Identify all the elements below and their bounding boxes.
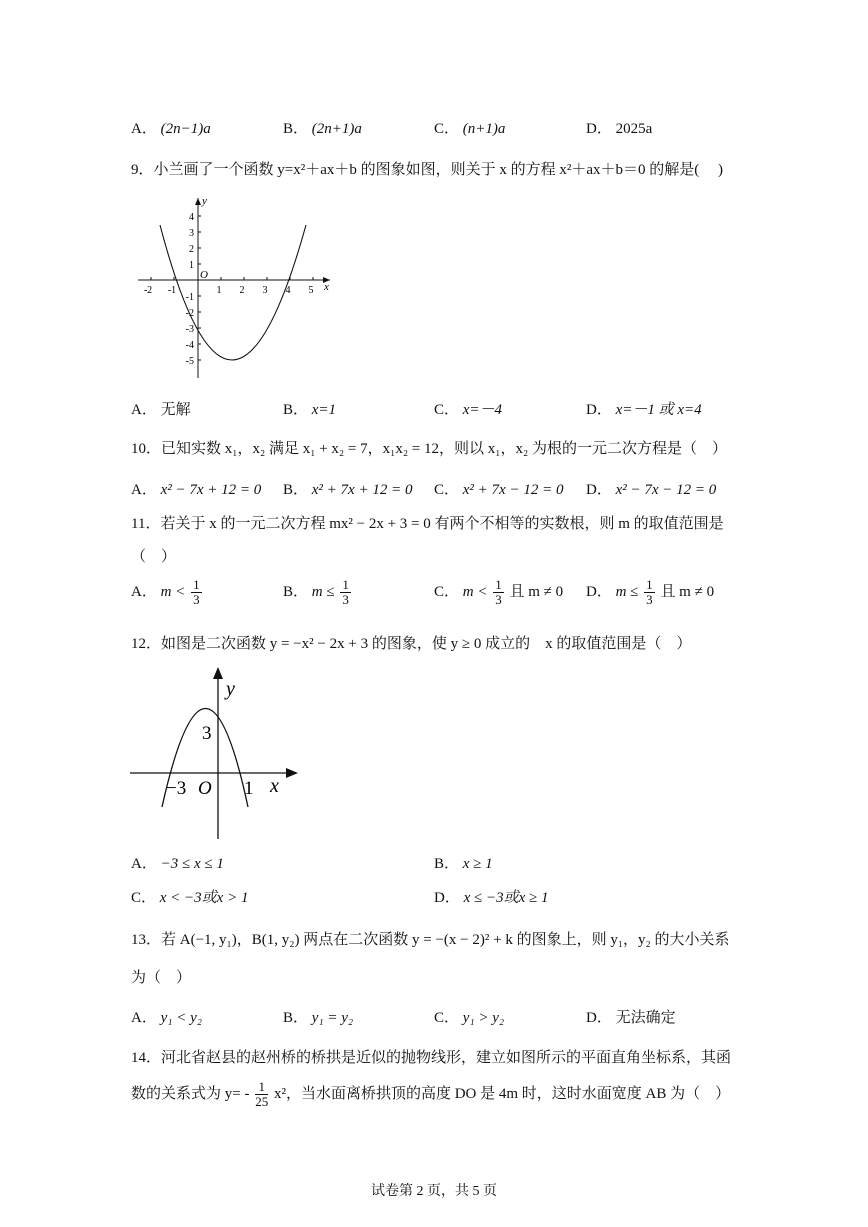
q11-option-d: D． m ≤ $\frac{1}{3}$ 且 m ≠ 0	[586, 577, 715, 607]
q11-option-c: C． m < $\frac{1}{3}$ 且 m ≠ 0	[434, 577, 564, 607]
q12-right-root-label: 1	[244, 778, 254, 799]
q9-graph	[130, 190, 340, 385]
q12-option-d: D． x ≤ −3或x ≥ 1	[434, 890, 549, 906]
q12-left-root-label: −3	[166, 778, 187, 799]
q9-y-tick: 2	[189, 244, 194, 255]
q14-stem: 14．河北省赵县的赵州桥的桥拱是近似的抛物线形，建立如图所示的平面直角坐标系，其函	[131, 1050, 732, 1066]
q12-y-label: y	[226, 678, 235, 700]
q9-option-a: A． 无解	[131, 402, 191, 418]
q9-x-tick: 3	[262, 285, 268, 296]
q10-option-d: D． x² − 7x − 12 = 0	[586, 482, 717, 498]
q9-y-tick: -4	[185, 340, 194, 351]
q9-x-tick: 1	[216, 285, 222, 296]
q12-origin-label: O	[198, 778, 212, 799]
q13-stem: 13．若 A(−1, y₁)，B(1, y₂) 两点在二次函数 y = −(x − 2)² + k 的图象上，则 y₁，y₂ 的大小关系	[131, 932, 730, 948]
q9-y-tick: 4	[189, 212, 194, 223]
q12-option-a: A． −3 ≤ x ≤ 1	[131, 856, 224, 872]
q13-option-a: A． y₁ < y₂	[131, 1010, 202, 1026]
q13-option-c: C． y₁ > y₂	[434, 1010, 505, 1026]
q14-stem-cont: 数的关系式为 y= - $\frac{1}{25}$ x²，当水面离桥拱顶的高度 DO 是 4m 时，这时水面宽度 AB 为（ ）	[131, 1079, 731, 1109]
q12-option-b: B． x ≥ 1	[434, 856, 493, 872]
q9-origin-label: O	[200, 269, 208, 281]
q12-graph	[128, 665, 303, 843]
q8-option-a: A． (2n−1)a	[131, 121, 211, 137]
q9-option-d: D． x=－1 或 x=4	[586, 402, 702, 418]
q9-x-tick: 5	[308, 285, 314, 296]
q10-stem: 10．已知实数 x₁，x₂ 满足 x₁ + x₂ = 7，x₁x₂ = 12，则以 x₁，x₂ 为根的一元二次方程是（ ）	[131, 441, 727, 457]
q11-stem: 11．若关于 x 的一元二次方程 mx² − 2x + 3 = 0 有两个不相等的实数根，则 m 的取值范围是	[131, 516, 724, 532]
q9-x-tick: 4	[285, 285, 291, 296]
q9-x-tick: -2	[143, 285, 153, 296]
q13-stem-cont: 为（ ）	[131, 970, 192, 986]
q9-option-c: C． x=－4	[434, 402, 503, 418]
q9-parabola-curve	[160, 225, 306, 360]
q10-option-a: A． x² − 7x + 12 = 0	[131, 482, 262, 498]
q13-option-d: D． 无法确定	[586, 1010, 676, 1026]
q11-stem-cont: （ ）	[131, 549, 177, 565]
q9-stem: 9．小兰画了一个函数 y=x²＋ax＋b 的图象如图，则关于 x 的方程 x²＋ax＋b＝0 的解是( )	[131, 162, 724, 178]
q13-option-b: B． y₁ = y₂	[283, 1010, 354, 1026]
q9-y-tick: -2	[185, 308, 194, 319]
q9-x-tick: -1	[167, 285, 177, 296]
q12-stem: 12．如图是二次函数 y = −x² − 2x + 3 的图象，使 y ≥ 0 成立的 x 的取值范围是（ ）	[131, 636, 692, 652]
q9-y-tick: 1	[189, 260, 194, 271]
q9-y-tick: 3	[189, 228, 194, 239]
q9-y-tick: -3	[185, 324, 194, 335]
q11-option-a: A． m < $\frac{1}{3}$	[131, 577, 200, 607]
q8-option-d: D． 2025a	[586, 121, 653, 137]
q9-x-tick: 2	[239, 285, 245, 296]
q12-y-intercept-label: 3	[202, 723, 212, 744]
q9-option-b: B． x=1	[283, 402, 337, 418]
q9-x-axis-label: x	[324, 281, 329, 293]
q12-x-label: x	[270, 775, 279, 797]
q12-option-c: C． x < −3或x > 1	[131, 890, 249, 906]
q10-option-b: B． x² + 7x + 12 = 0	[283, 482, 413, 498]
q8-option-c: C． (n+1)a	[434, 121, 506, 137]
q11-option-b: B． m ≤ $\frac{1}{3}$	[283, 577, 349, 607]
q9-y-tick: -1	[185, 292, 194, 303]
q9-y-axis-label: y	[202, 195, 207, 207]
q8-option-b: B． (2n+1)a	[283, 121, 362, 137]
q10-option-c: C． x² + 7x − 12 = 0	[434, 482, 564, 498]
page-footer: 试卷第 2 页，共 5 页	[371, 1184, 497, 1199]
q9-y-tick: -5	[185, 356, 194, 367]
